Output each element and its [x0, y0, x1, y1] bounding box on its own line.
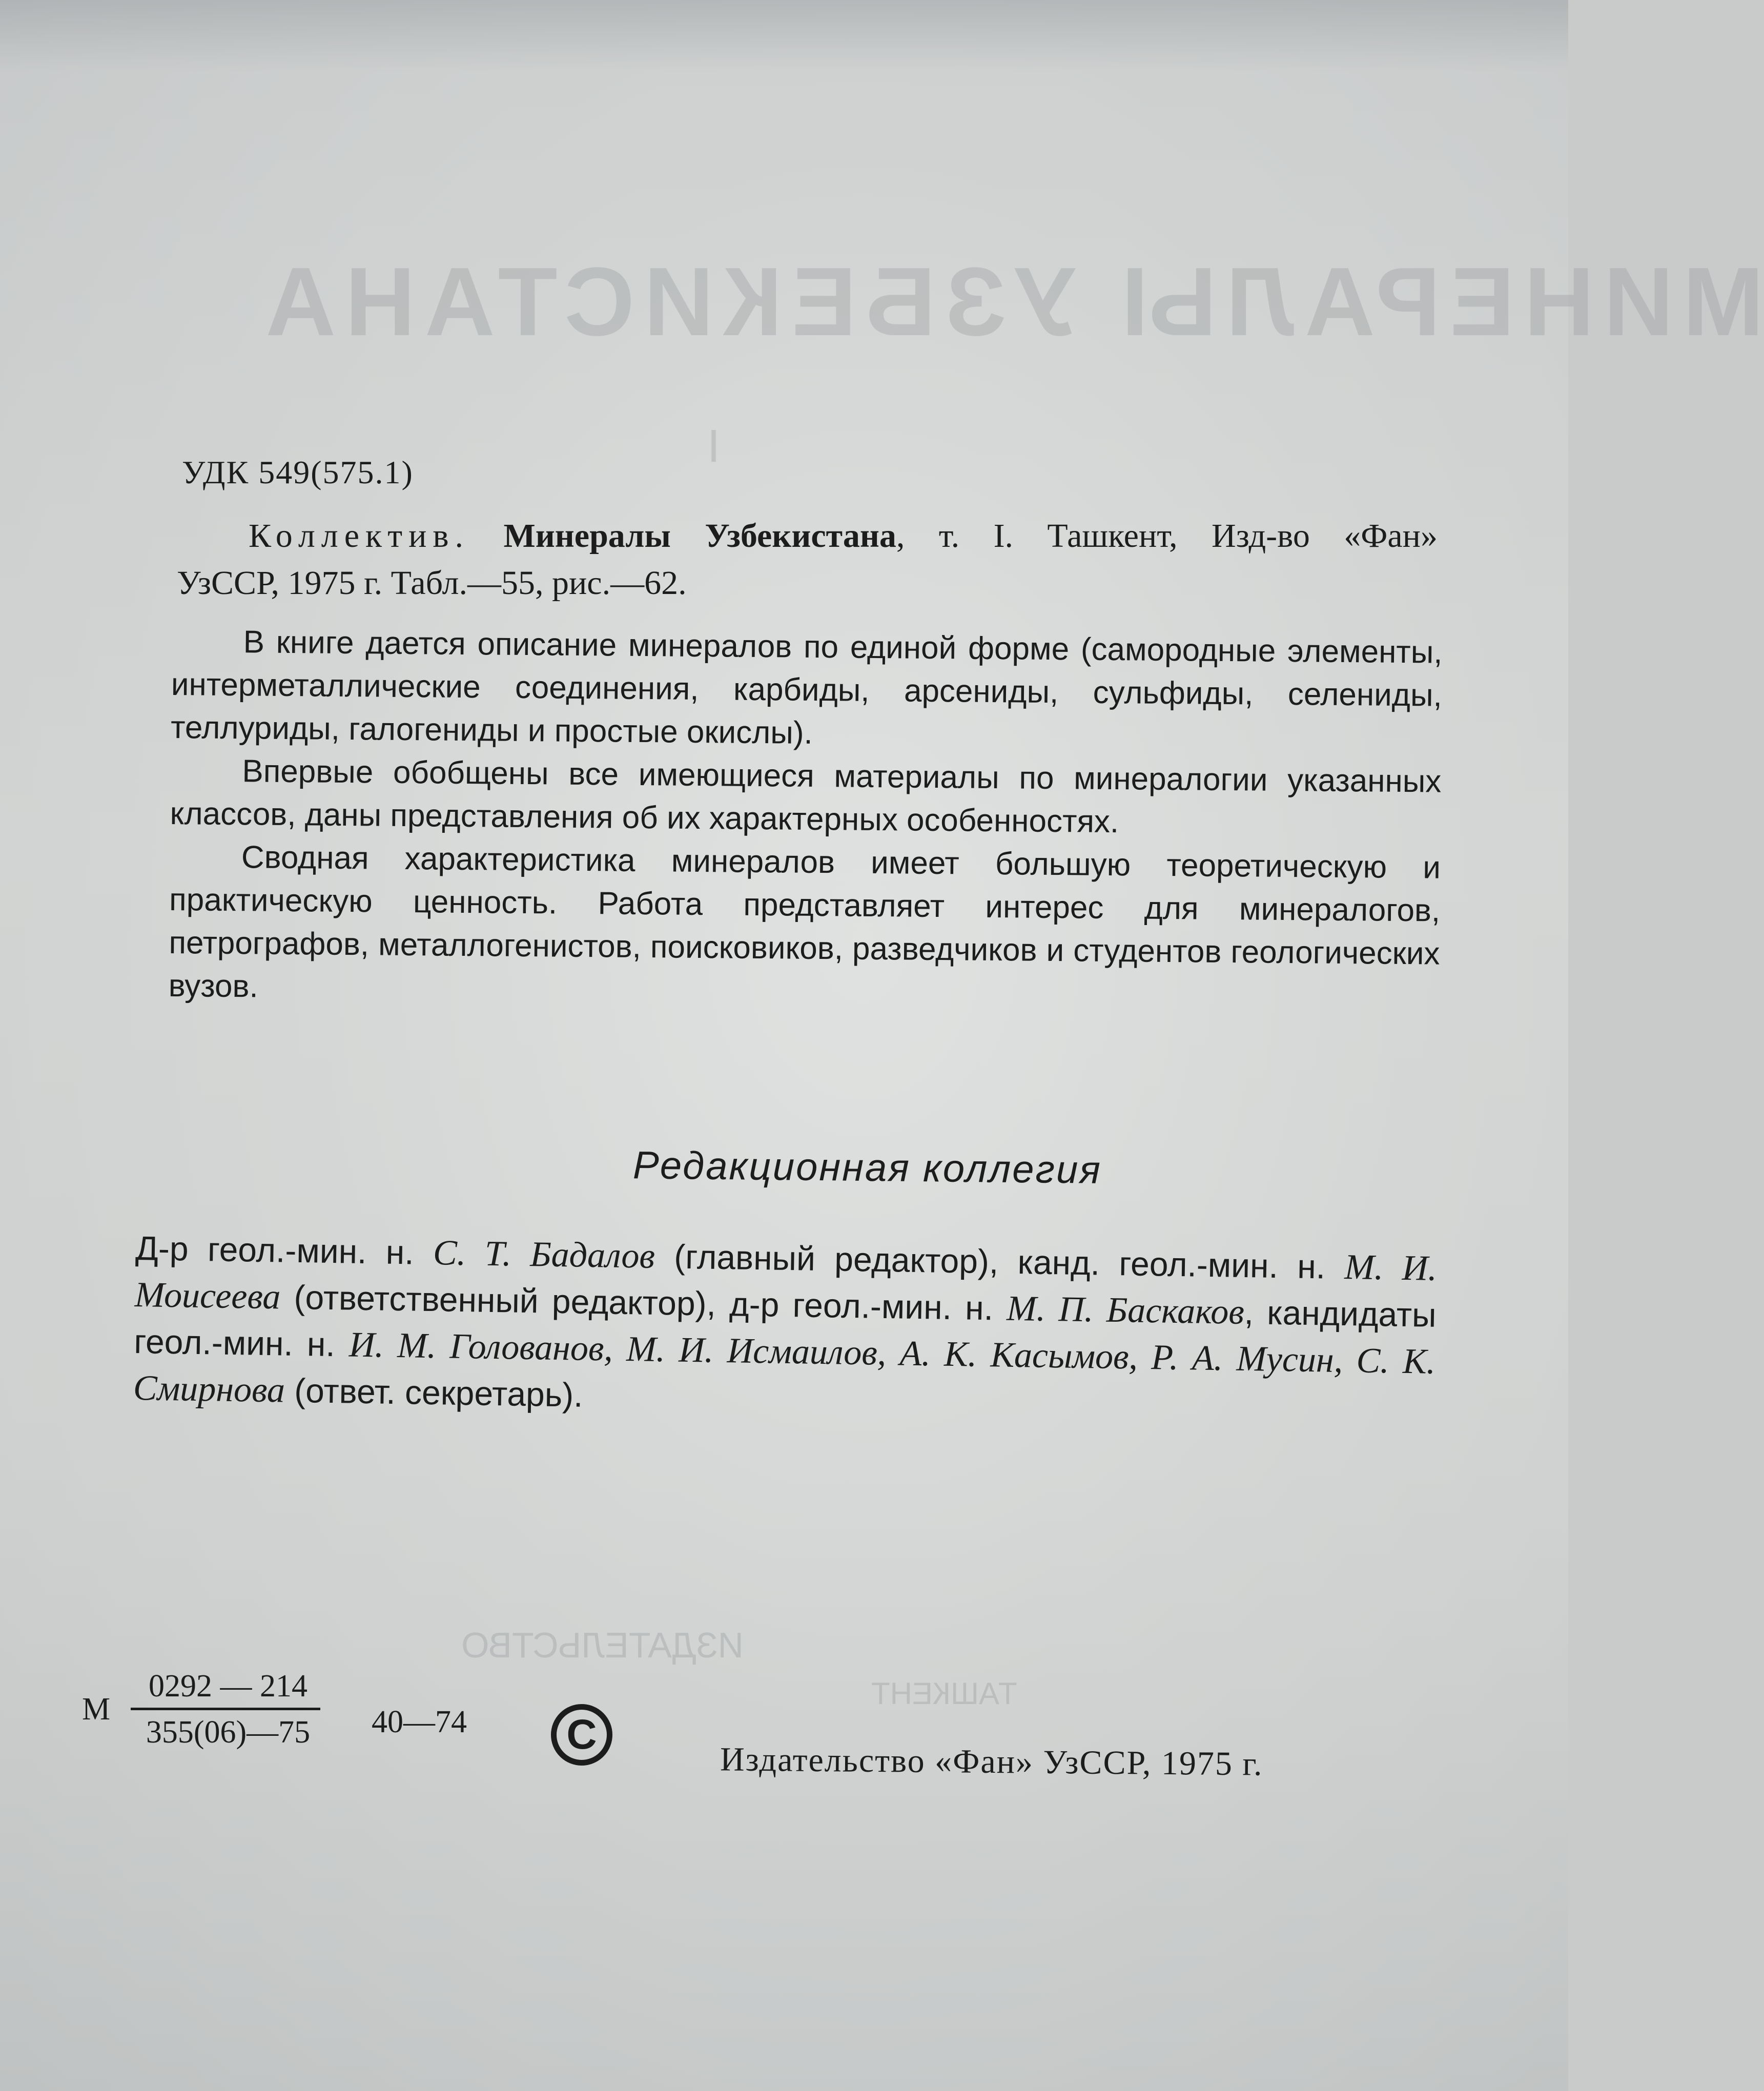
citation-title: Минералы Узбекистана	[503, 517, 896, 555]
page-shadow	[0, 0, 1568, 72]
index-fraction	[131, 1668, 325, 1751]
abstract-paragraph: Сводная характеристика минералов имеет большую теоретическую и практическую ценность. Работа представляет интерес для минералогов, петрографов, металлогенистов, поисковиков, разведчиков и студентов геологических вузов.	[168, 839, 1441, 1004]
fraction-bar	[131, 1708, 320, 1710]
citation-details: , т. I. Ташкент, Изд-во «Фан»	[896, 517, 1438, 555]
editor-role: (главный редактор), канд. геол.-мин. н.	[654, 1237, 1345, 1286]
bleed-through-subtitle: I	[707, 421, 721, 472]
editor-name: М. И. Моисеева	[134, 1247, 1438, 1317]
editorial-board-list	[133, 1225, 1437, 1432]
editorial-board-heading: Редакционная коллегия	[632, 1143, 1102, 1192]
copyright-icon: C	[551, 1704, 612, 1766]
bibliographic-citation	[177, 512, 1438, 607]
citation-author: Коллектив.	[249, 517, 470, 555]
editor-name: И. М. Голованов, М. И. Исмаилов, А. К. Касымов, Р. А. Мусин, С. К. Смирнова	[133, 1325, 1436, 1410]
index-code: 40—74	[372, 1705, 467, 1739]
editor-role: Д-р геол.-мин. н.	[135, 1228, 434, 1272]
editor-name: М. П. Баскаков	[1006, 1288, 1245, 1332]
editor-role: (ответственный редактор), д-р геол.-мин. н.	[280, 1278, 1007, 1327]
index-letter: М	[82, 1692, 111, 1727]
index-numerator: 0292 — 214	[149, 1669, 307, 1704]
abstract-paragraph: В книге дается описание минералов по единой форме (самородные элементы, интерметаллические соединения, карбиды, арсениды, сульфиды, селениды, теллуриды, галогениды и простые окислы).	[170, 624, 1443, 751]
publisher-imprint: Издательство «Фан» УзССР, 1975 г.	[720, 1740, 1263, 1783]
bleed-through-title: МИНЕРАЛЫ УЗБЕКИСТАНА	[256, 248, 1764, 356]
editor-role: , кандидаты геол.-мин. н.	[133, 1293, 1437, 1364]
citation-line-1	[177, 512, 1438, 560]
udk-code: УДК 549(575.1)	[182, 454, 414, 490]
bleed-through-text: ТАШКЕНТ	[871, 1676, 1017, 1711]
bleed-through-text: ИЗДАТЕЛЬСТВО	[461, 1625, 744, 1665]
editor-role: (ответ. секретарь).	[284, 1371, 584, 1414]
index-denominator: 355(06)—75	[146, 1715, 311, 1750]
abstract-paragraph: Впервые обобщены все имеющиеся материалы по минералогии указанных классов, даны представления об их характерных особенностях.	[170, 753, 1442, 840]
citation-line-2: УзССР, 1975 г. Табл.—55, рис.—62.	[177, 564, 687, 602]
abstract	[168, 620, 1443, 1019]
editor-name: С. Т. Бадалов	[433, 1233, 655, 1276]
